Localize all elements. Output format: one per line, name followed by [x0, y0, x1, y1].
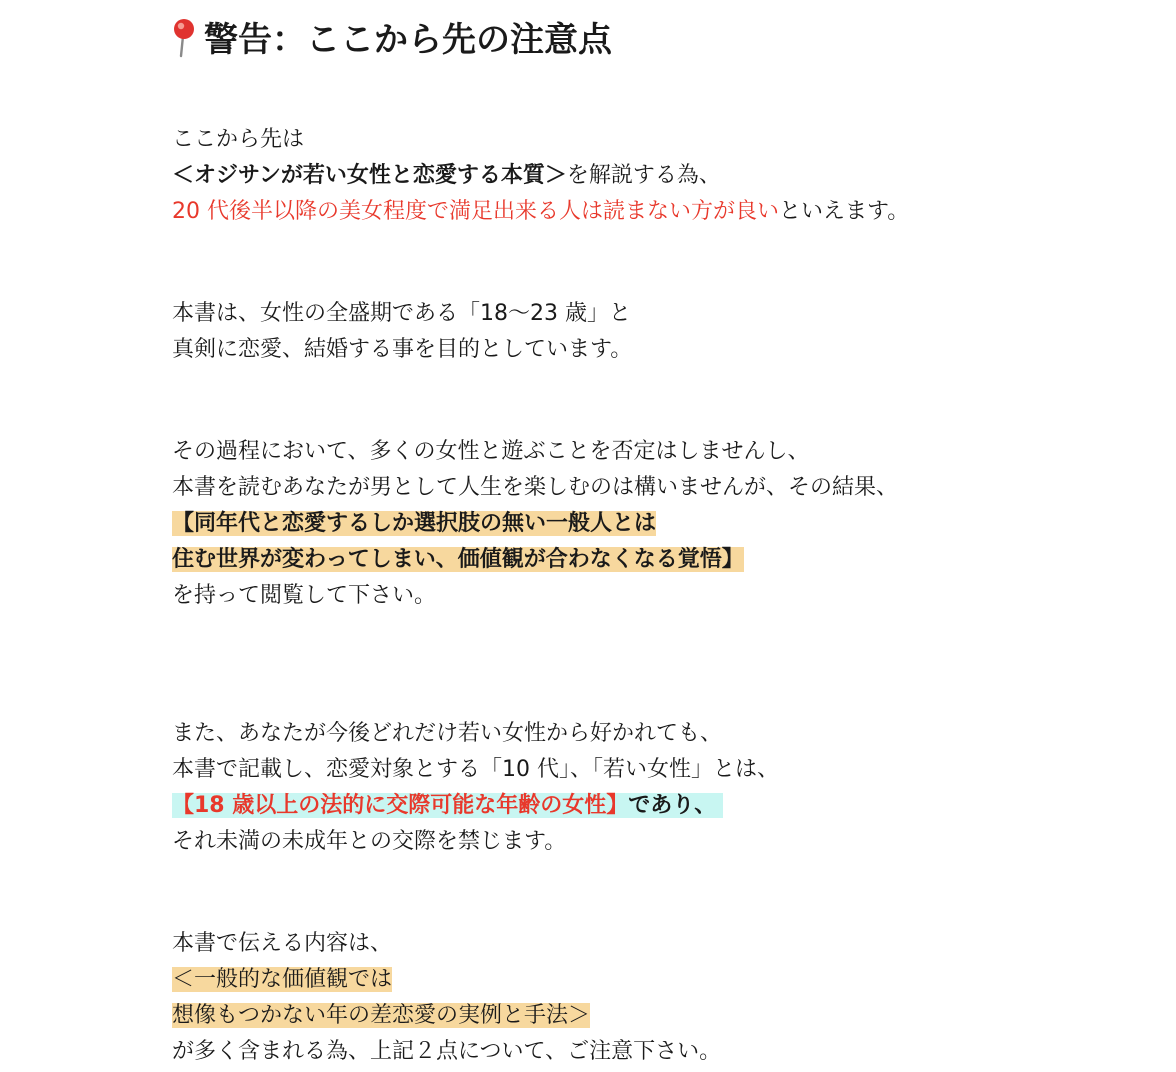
- paragraph-2: [172, 296, 1152, 368]
- p3-line-4: [172, 542, 1152, 578]
- p5-line-3: [172, 998, 1152, 1034]
- round-pushpin-icon: [170, 16, 200, 60]
- p1-red-warning: 20 代後半以降の美女程度で満足出来る人は読まない方が良い: [172, 199, 779, 224]
- p1-bold-phrase: ＜オジサンが若い女性と恋愛する本質＞: [172, 163, 567, 188]
- p4-line-2: 本書で記載し、恋愛対象とする「10 代」、「若い女性」とは、: [172, 757, 779, 782]
- p4-highlight: [172, 793, 723, 818]
- p1-line-2: [172, 158, 1152, 194]
- paragraph-5: [172, 926, 1152, 1070]
- p5-line-2: [172, 962, 1152, 998]
- p1-line-3-rest: といえます。: [779, 199, 910, 224]
- p4-line-1: また、あなたが今後どれだけ若い女性から好かれても、: [172, 721, 723, 746]
- paragraph-3: [172, 434, 1152, 614]
- p1-line-1: ここから先は: [172, 127, 305, 152]
- p1-line-3: [172, 194, 1152, 230]
- page-title-text: 警告：ここから先の注意点: [204, 20, 612, 60]
- paragraph-4: [172, 716, 1152, 860]
- p5-highlight-2: 想像もつかない年の差恋愛の実例と手法＞: [172, 1003, 591, 1028]
- p4-line-3: [172, 788, 1152, 824]
- p3-line-2: 本書を読むあなたが男として人生を楽しむのは構いませんが、その結果、: [172, 475, 899, 500]
- p2-line-1: 本書は、女性の全盛期である「18〜23 歳」と: [172, 301, 631, 326]
- p3-line-3: [172, 506, 1152, 542]
- p3-highlight-1: 【同年代と恋愛するしか選択肢の無い一般人とは: [172, 511, 657, 536]
- document-page: [172, 14, 1152, 1070]
- p5-highlight-1: ＜一般的な価値観では: [172, 967, 393, 992]
- p4-line-4: それ未満の未成年との交際を禁じます。: [172, 829, 567, 854]
- p3-line-1: その過程において、多くの女性と遊ぶことを否定はしませんし、: [172, 439, 810, 464]
- p3-highlight-2: 住む世界が変わってしまい、価値観が合わなくなる覚悟】: [172, 547, 744, 572]
- p4-line-3-rest: であり、: [628, 793, 717, 818]
- p1-line-2-rest: を解説する為、: [566, 163, 721, 188]
- p2-line-2: 真剣に恋愛、結婚する事を目的としています。: [172, 337, 633, 362]
- p4-red-legal-note: 【18 歳以上の法的に交際可能な年齢の女性】: [172, 793, 629, 818]
- p5-line-1: 本書で伝える内容は、: [172, 931, 393, 956]
- page-title: [170, 14, 1152, 66]
- p5-line-4: が多く含まれる為、上記２点について、ご注意下さい。: [172, 1039, 722, 1064]
- p3-line-5: を持って閲覧して下さい。: [172, 583, 437, 608]
- paragraph-1: [172, 122, 1152, 230]
